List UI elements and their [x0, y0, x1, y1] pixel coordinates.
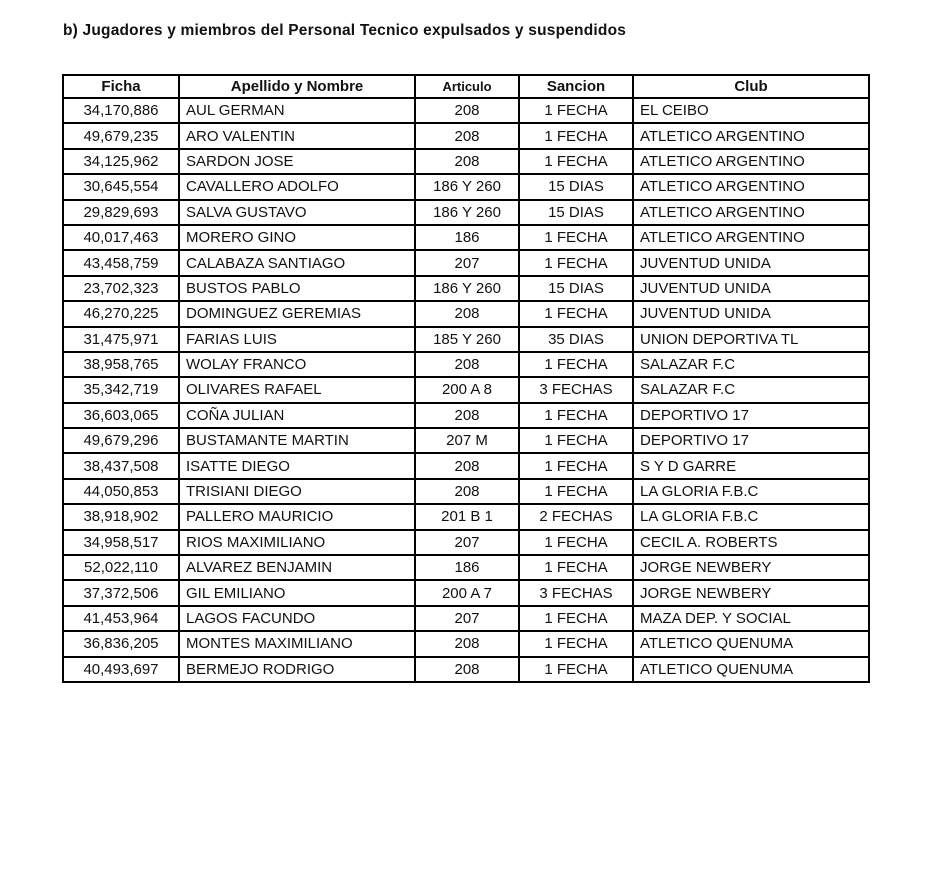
ficha-cell: 38,918,902	[63, 504, 179, 529]
club-cell: ATLETICO ARGENTINO	[633, 149, 869, 174]
club-cell: ATLETICO ARGENTINO	[633, 200, 869, 225]
club-cell: JUVENTUD UNIDA	[633, 276, 869, 301]
articulo-cell: 186	[415, 225, 519, 250]
club-cell: EL CEIBO	[633, 98, 869, 123]
ficha-cell: 43,458,759	[63, 250, 179, 275]
name-cell: RIOS MAXIMILIANO	[179, 530, 415, 555]
articulo-cell: 208	[415, 631, 519, 656]
articulo-cell: 208	[415, 123, 519, 148]
sancion-cell: 1 FECHA	[519, 428, 633, 453]
club-cell: DEPORTIVO 17	[633, 428, 869, 453]
table-row	[63, 403, 869, 428]
club-cell: SALAZAR F.C	[633, 377, 869, 402]
table-row	[63, 301, 869, 326]
club-cell: ATLETICO QUENUMA	[633, 657, 869, 682]
club-cell: JORGE NEWBERY	[633, 555, 869, 580]
table-row	[63, 606, 869, 631]
sancion-cell: 1 FECHA	[519, 149, 633, 174]
table-row	[63, 123, 869, 148]
club-cell: JUVENTUD UNIDA	[633, 250, 869, 275]
ficha-cell: 52,022,110	[63, 555, 179, 580]
sancion-cell: 2 FECHAS	[519, 504, 633, 529]
ficha-cell: 49,679,235	[63, 123, 179, 148]
table-row	[63, 377, 869, 402]
ficha-cell: 41,453,964	[63, 606, 179, 631]
ficha-cell: 34,958,517	[63, 530, 179, 555]
sancion-cell: 1 FECHA	[519, 530, 633, 555]
sancion-cell: 1 FECHA	[519, 453, 633, 478]
articulo-cell: 207	[415, 250, 519, 275]
name-cell: COÑA JULIAN	[179, 403, 415, 428]
sancion-cell: 1 FECHA	[519, 225, 633, 250]
ficha-cell: 36,603,065	[63, 403, 179, 428]
name-cell: SARDON JOSE	[179, 149, 415, 174]
table-row	[63, 327, 869, 352]
table-row	[63, 631, 869, 656]
club-cell: JUVENTUD UNIDA	[633, 301, 869, 326]
header-row	[63, 75, 869, 98]
section-title: b) Jugadores y miembros del Personal Tecnico expulsados y suspendidos	[63, 22, 627, 39]
ficha-cell: 40,017,463	[63, 225, 179, 250]
ficha-cell: 34,125,962	[63, 149, 179, 174]
column-header-ficha: Ficha	[63, 75, 179, 98]
ficha-cell: 46,270,225	[63, 301, 179, 326]
club-cell: UNION DEPORTIVA TL	[633, 327, 869, 352]
sancion-cell: 1 FECHA	[519, 606, 633, 631]
name-cell: MONTES MAXIMILIANO	[179, 631, 415, 656]
club-cell: S Y D GARRE	[633, 453, 869, 478]
ficha-cell: 37,372,506	[63, 580, 179, 605]
articulo-cell: 208	[415, 453, 519, 478]
table-row	[63, 453, 869, 478]
name-cell: ISATTE DIEGO	[179, 453, 415, 478]
table-row	[63, 225, 869, 250]
articulo-cell: 208	[415, 352, 519, 377]
ficha-cell: 31,475,971	[63, 327, 179, 352]
name-cell: DOMINGUEZ GEREMIAS	[179, 301, 415, 326]
articulo-cell: 200 A 7	[415, 580, 519, 605]
articulo-cell: 186 Y 260	[415, 200, 519, 225]
articulo-cell: 186	[415, 555, 519, 580]
column-header-sancion: Sancion	[519, 75, 633, 98]
ficha-cell: 29,829,693	[63, 200, 179, 225]
table-row	[63, 250, 869, 275]
articulo-cell: 185 Y 260	[415, 327, 519, 352]
club-cell: CECIL A. ROBERTS	[633, 530, 869, 555]
table-row	[63, 504, 869, 529]
sancion-cell: 1 FECHA	[519, 250, 633, 275]
name-cell: BUSTAMANTE MARTIN	[179, 428, 415, 453]
articulo-cell: 207 M	[415, 428, 519, 453]
table-row	[63, 530, 869, 555]
articulo-cell: 208	[415, 403, 519, 428]
club-cell: ATLETICO QUENUMA	[633, 631, 869, 656]
ficha-cell: 40,493,697	[63, 657, 179, 682]
ficha-cell: 49,679,296	[63, 428, 179, 453]
ficha-cell: 30,645,554	[63, 174, 179, 199]
sancion-cell: 1 FECHA	[519, 479, 633, 504]
name-cell: MORERO GINO	[179, 225, 415, 250]
sancion-cell: 1 FECHA	[519, 555, 633, 580]
articulo-cell: 208	[415, 479, 519, 504]
table-row	[63, 149, 869, 174]
table-row	[63, 555, 869, 580]
name-cell: LAGOS FACUNDO	[179, 606, 415, 631]
name-cell: PALLERO MAURICIO	[179, 504, 415, 529]
name-cell: ALVAREZ BENJAMIN	[179, 555, 415, 580]
name-cell: BERMEJO RODRIGO	[179, 657, 415, 682]
sancion-cell: 3 FECHAS	[519, 580, 633, 605]
ficha-cell: 44,050,853	[63, 479, 179, 504]
table-row	[63, 98, 869, 123]
name-cell: OLIVARES RAFAEL	[179, 377, 415, 402]
name-cell: BUSTOS PABLO	[179, 276, 415, 301]
name-cell: SALVA GUSTAVO	[179, 200, 415, 225]
club-cell: MAZA DEP. Y SOCIAL	[633, 606, 869, 631]
sancion-cell: 15 DIAS	[519, 174, 633, 199]
club-cell: ATLETICO ARGENTINO	[633, 225, 869, 250]
table-row	[63, 352, 869, 377]
articulo-cell: 201 B 1	[415, 504, 519, 529]
articulo-cell: 186 Y 260	[415, 174, 519, 199]
sancion-cell: 1 FECHA	[519, 98, 633, 123]
articulo-cell: 207	[415, 606, 519, 631]
club-cell: DEPORTIVO 17	[633, 403, 869, 428]
ficha-cell: 35,342,719	[63, 377, 179, 402]
name-cell: CAVALLERO ADOLFO	[179, 174, 415, 199]
name-cell: AUL GERMAN	[179, 98, 415, 123]
ficha-cell: 38,958,765	[63, 352, 179, 377]
club-cell: ATLETICO ARGENTINO	[633, 174, 869, 199]
column-header-name: Apellido y Nombre	[179, 75, 415, 98]
table-row	[63, 276, 869, 301]
ficha-cell: 38,437,508	[63, 453, 179, 478]
sancion-cell: 1 FECHA	[519, 403, 633, 428]
name-cell: FARIAS LUIS	[179, 327, 415, 352]
table-body	[63, 98, 869, 682]
table-row	[63, 174, 869, 199]
table-row	[63, 657, 869, 682]
suspension-table	[62, 74, 870, 683]
sancion-cell: 1 FECHA	[519, 352, 633, 377]
table-row	[63, 580, 869, 605]
sancion-cell: 1 FECHA	[519, 301, 633, 326]
articulo-cell: 208	[415, 301, 519, 326]
articulo-cell: 200 A 8	[415, 377, 519, 402]
sancion-cell: 1 FECHA	[519, 123, 633, 148]
sancion-cell: 15 DIAS	[519, 200, 633, 225]
articulo-cell: 207	[415, 530, 519, 555]
articulo-cell: 186 Y 260	[415, 276, 519, 301]
ficha-cell: 36,836,205	[63, 631, 179, 656]
sancion-cell: 3 FECHAS	[519, 377, 633, 402]
table-row	[63, 428, 869, 453]
name-cell: GIL EMILIANO	[179, 580, 415, 605]
column-header-club: Club	[633, 75, 869, 98]
ficha-cell: 34,170,886	[63, 98, 179, 123]
club-cell: JORGE NEWBERY	[633, 580, 869, 605]
articulo-cell: 208	[415, 149, 519, 174]
name-cell: WOLAY FRANCO	[179, 352, 415, 377]
club-cell: ATLETICO ARGENTINO	[633, 123, 869, 148]
club-cell: SALAZAR F.C	[633, 352, 869, 377]
club-cell: LA GLORIA F.B.C	[633, 479, 869, 504]
name-cell: ARO VALENTIN	[179, 123, 415, 148]
ficha-cell: 23,702,323	[63, 276, 179, 301]
name-cell: TRISIANI DIEGO	[179, 479, 415, 504]
sancion-cell: 35 DIAS	[519, 327, 633, 352]
sancion-cell: 1 FECHA	[519, 631, 633, 656]
name-cell: CALABAZA SANTIAGO	[179, 250, 415, 275]
club-cell: LA GLORIA F.B.C	[633, 504, 869, 529]
table-row	[63, 200, 869, 225]
column-header-articulo: Articulo	[415, 75, 519, 98]
sancion-cell: 1 FECHA	[519, 657, 633, 682]
table-row	[63, 479, 869, 504]
sancion-cell: 15 DIAS	[519, 276, 633, 301]
articulo-cell: 208	[415, 98, 519, 123]
articulo-cell: 208	[415, 657, 519, 682]
table-header	[63, 75, 869, 98]
